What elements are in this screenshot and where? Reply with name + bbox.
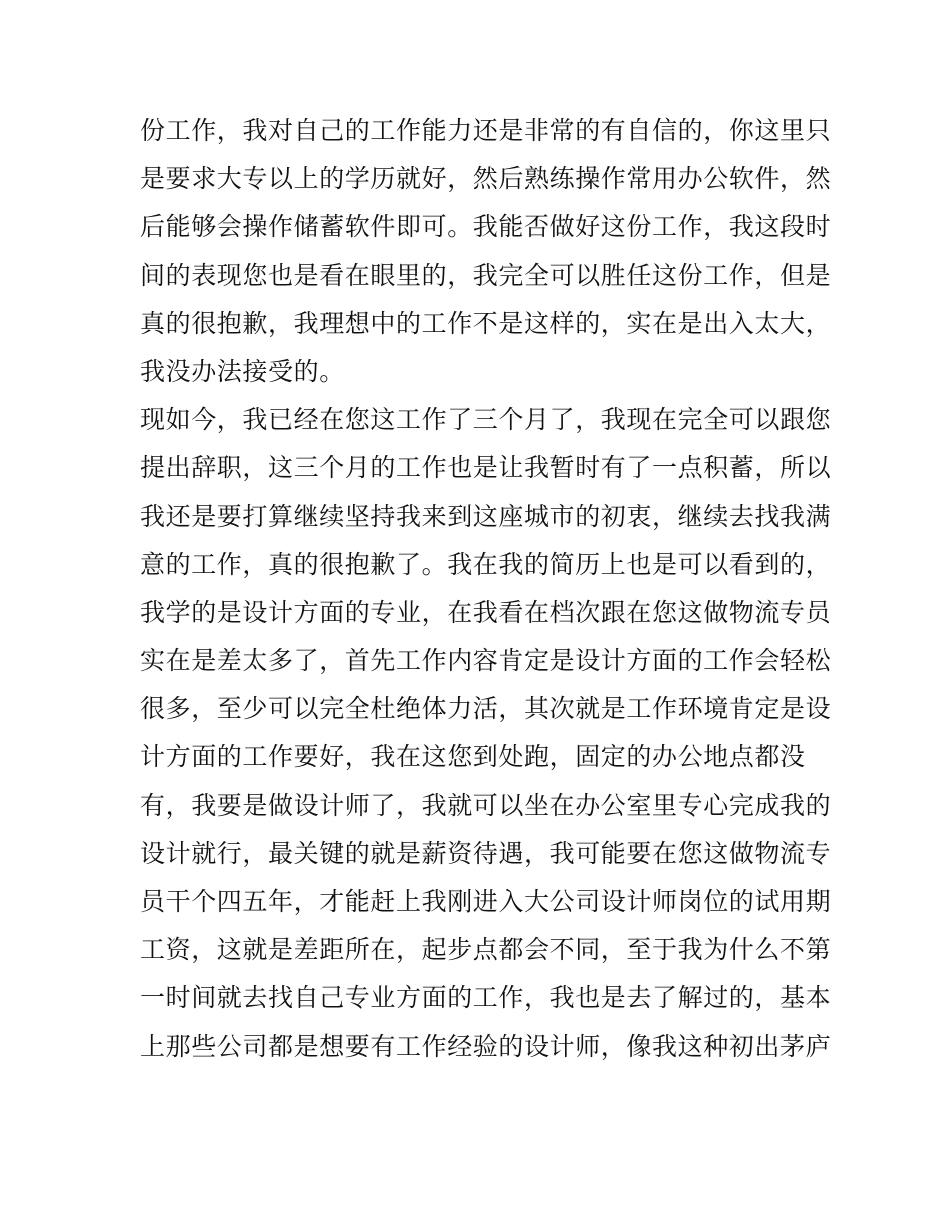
text-line: 实在是差太多了，首先工作内容肯定是设计方面的工作会轻松 xyxy=(140,646,832,676)
body-text xyxy=(140,107,832,1071)
text-line: 设计就行，最关键的就是薪资待遇，我可能要在您这做物流专 xyxy=(140,838,832,868)
text-line: 是要求大专以上的学历就好，然后熟练操作常用办公软件，然 xyxy=(140,164,832,194)
text-line: 一时间就去找自己专业方面的工作，我也是去了解过的，基本 xyxy=(140,983,832,1013)
text-line: 意的工作，真的很抱歉了。我在我的简历上也是可以看到的， xyxy=(140,549,832,579)
text-line: 工资，这就是差距所在，起步点都会不同，至于我为什么不第 xyxy=(140,935,832,965)
text-line: 员干个四五年，才能赶上我刚进入大公司设计师岗位的试用期 xyxy=(140,887,832,916)
text-line: 计方面的工作要好，我在这您到处跑，固定的办公地点都没 xyxy=(140,742,806,772)
text-line: 我学的是设计方面的专业，在我看在档次跟在您这做物流专员 xyxy=(140,597,832,627)
text-line: 间的表现您也是看在眼里的，我完全可以胜任这份工作，但是 xyxy=(140,260,832,290)
text-line: 我没办法接受的。 xyxy=(140,356,345,386)
text-line: 提出辞职，这三个月的工作也是让我暂时有了一点积蓄，所以 xyxy=(140,453,832,483)
text-line: 有，我要是做设计师了，我就可以坐在办公室里专心完成我的 xyxy=(140,790,832,820)
text-line: 份工作，我对自己的工作能力还是非常的有自信的，你这里只 xyxy=(140,116,832,145)
text-line: 很多，至少可以完全杜绝体力活，其次就是工作环境肯定是设 xyxy=(140,694,832,724)
text-line: 后能够会操作储蓄软件即可。我能否做好这份工作，我这段时 xyxy=(140,212,832,242)
text-line: 我还是要打算继续坚持我来到这座城市的初衷，继续去找我满 xyxy=(140,501,832,531)
text-line: 上那些公司都是想要有工作经验的设计师，像我这种初出茅庐 xyxy=(140,1031,832,1061)
text-line: 真的很抱歉，我理想中的工作不是这样的，实在是出入太大， xyxy=(140,308,832,338)
text-line: 现如今，我已经在您这工作了三个月了，我现在完全可以跟您 xyxy=(140,405,832,435)
